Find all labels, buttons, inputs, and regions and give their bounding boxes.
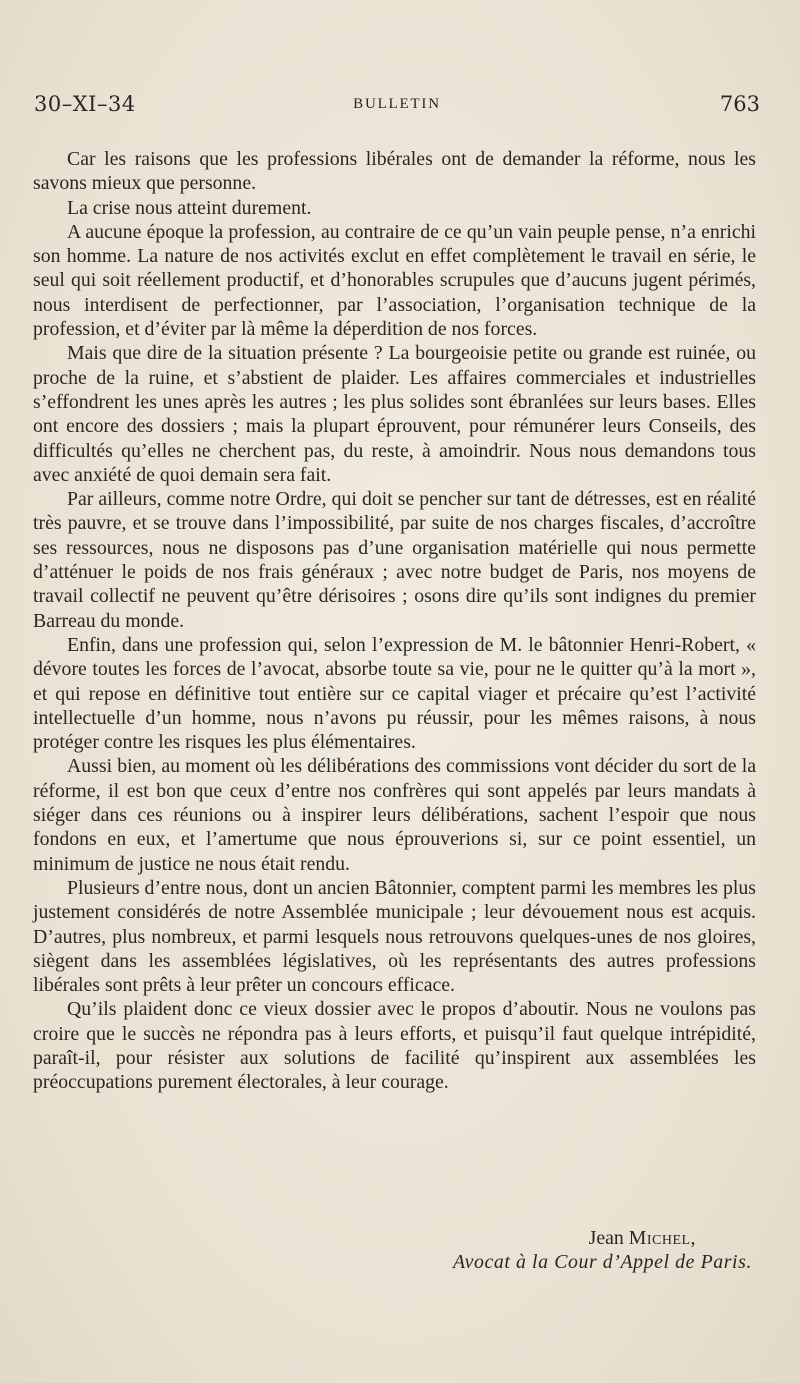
- paragraph-2: La crise nous atteint durement.: [67, 196, 312, 219]
- paragraph-1: Car les raisons que les professions libérales ont de demander la réforme, nous les savons mieux que personne.: [33, 148, 756, 195]
- author-first-name: Jean: [588, 1227, 624, 1249]
- author-name: [33, 1226, 752, 1250]
- paragraph-7: Aussi bien, au moment où les délibérations des commissions vont décider du sort de la réforme, il est bon que ceux d’entre nos confrères qui sont appelés par leurs mandats à siéger dans ces réunions ou à inspirer leurs délibérations, sachent l’espoir que nous fondons en eux, et l’amertume que nous éprouverions si, sur ce point essentiel, un minimum de justice ne nous était rendu.: [33, 755, 756, 875]
- header-date: 30–XI–34: [34, 92, 136, 116]
- author-title: Avocat à la Cour d’Appel de Paris.: [453, 1251, 752, 1273]
- paragraph-8: Plusieurs d’entre nous, dont un ancien Bâtonnier, comptent parmi les membres les plus justement considérés de notre Assemblée municipale ; leur dévouement nous est acquis. D’autres, plus nombreux, et parmi lesquels nous retrouvons quelques-unes de nos gloires, siègent dans les assemblées législatives, où les représentants des autres professions libérales sont prêts à leur prêter un concours efficace.: [33, 876, 756, 997]
- paragraph-5: Par ailleurs, comme notre Ordre, qui doit se pencher sur tant de détresses, est en réalité très pauvre, et se trouve dans l’impossibilité, par suite de nos charges fiscales, d’accroître ses ressources, nous ne disposons pas d’une organisation matérielle qui nous permette d’atténuer le poids de nos frais généraux ; avec notre budget de Paris, nos moyens de travail collectif ne peuvent qu’être dérisoires ; osons dire qu’ils sont indignes du premier Barreau du monde.: [33, 488, 756, 632]
- page-number: 763: [719, 92, 760, 116]
- paragraph-6: Enfin, dans une profession qui, selon l’expression de M. le bâtonnier Henri-Robert, « dévore toutes les forces de l’avocat, absorbe toute sa vie, pour ne le quitter qu’à la mort », et qui repose en définitive tout entière sur ce capital viager et précaire qu’est l’activité intellectuelle d’un homme, nous n’avons pu réussir, pour les mêmes raisons, à nous protéger contre les risques les plus élémentaires.: [33, 633, 756, 754]
- author-surname: Michel,: [628, 1227, 696, 1249]
- header-title: BULLETIN: [353, 96, 441, 112]
- paragraph-4: Mais que dire de la situation présente ? La bourgeoisie petite ou grande est ruinée, ou proche de la ruine, et s’abstient de plaider. Les affaires commerciales et industrielles s’effondrent les unes après les autres ; les plus solides sont ébranlées sur leurs bases. Elles ont encore des dossiers ; mais la plupart éprouvent, pour rémunérer leurs Conseils, des difficultés qu’elles ne cherchent pas, du reste, à amoindrir. Nous nous demandons tous avec anxiété de quoi demain sera fait.: [33, 342, 756, 486]
- paragraph-3: A aucune époque la profession, au contraire de ce qu’un vain peuple pense, n’a enrichi son homme. La nature de nos activités exclut en effet complètement le travail en série, le seul qui soit réellement productif, et d’honorables scrupules que d’aucuns jugent périmés, nous interdisent de perfectionner, par l’association, l’organisation technique de la profession, et d’éviter par là même la déperdition de nos forces.: [33, 220, 756, 341]
- article-body: [33, 147, 756, 1095]
- signature-block: [33, 1226, 752, 1274]
- page-header: [34, 92, 760, 126]
- paragraph-9: Qu’ils plaident donc ce vieux dossier avec le propos d’aboutir. Nous ne voulons pas croire que le succès ne répondra pas à leurs efforts, et puisqu’il faut quelque intrépidité, paraît-il, pour résister aux solutions de facilité qu’inspirent aux assemblées les préoccupations purement électorales, à leur courage.: [33, 998, 756, 1094]
